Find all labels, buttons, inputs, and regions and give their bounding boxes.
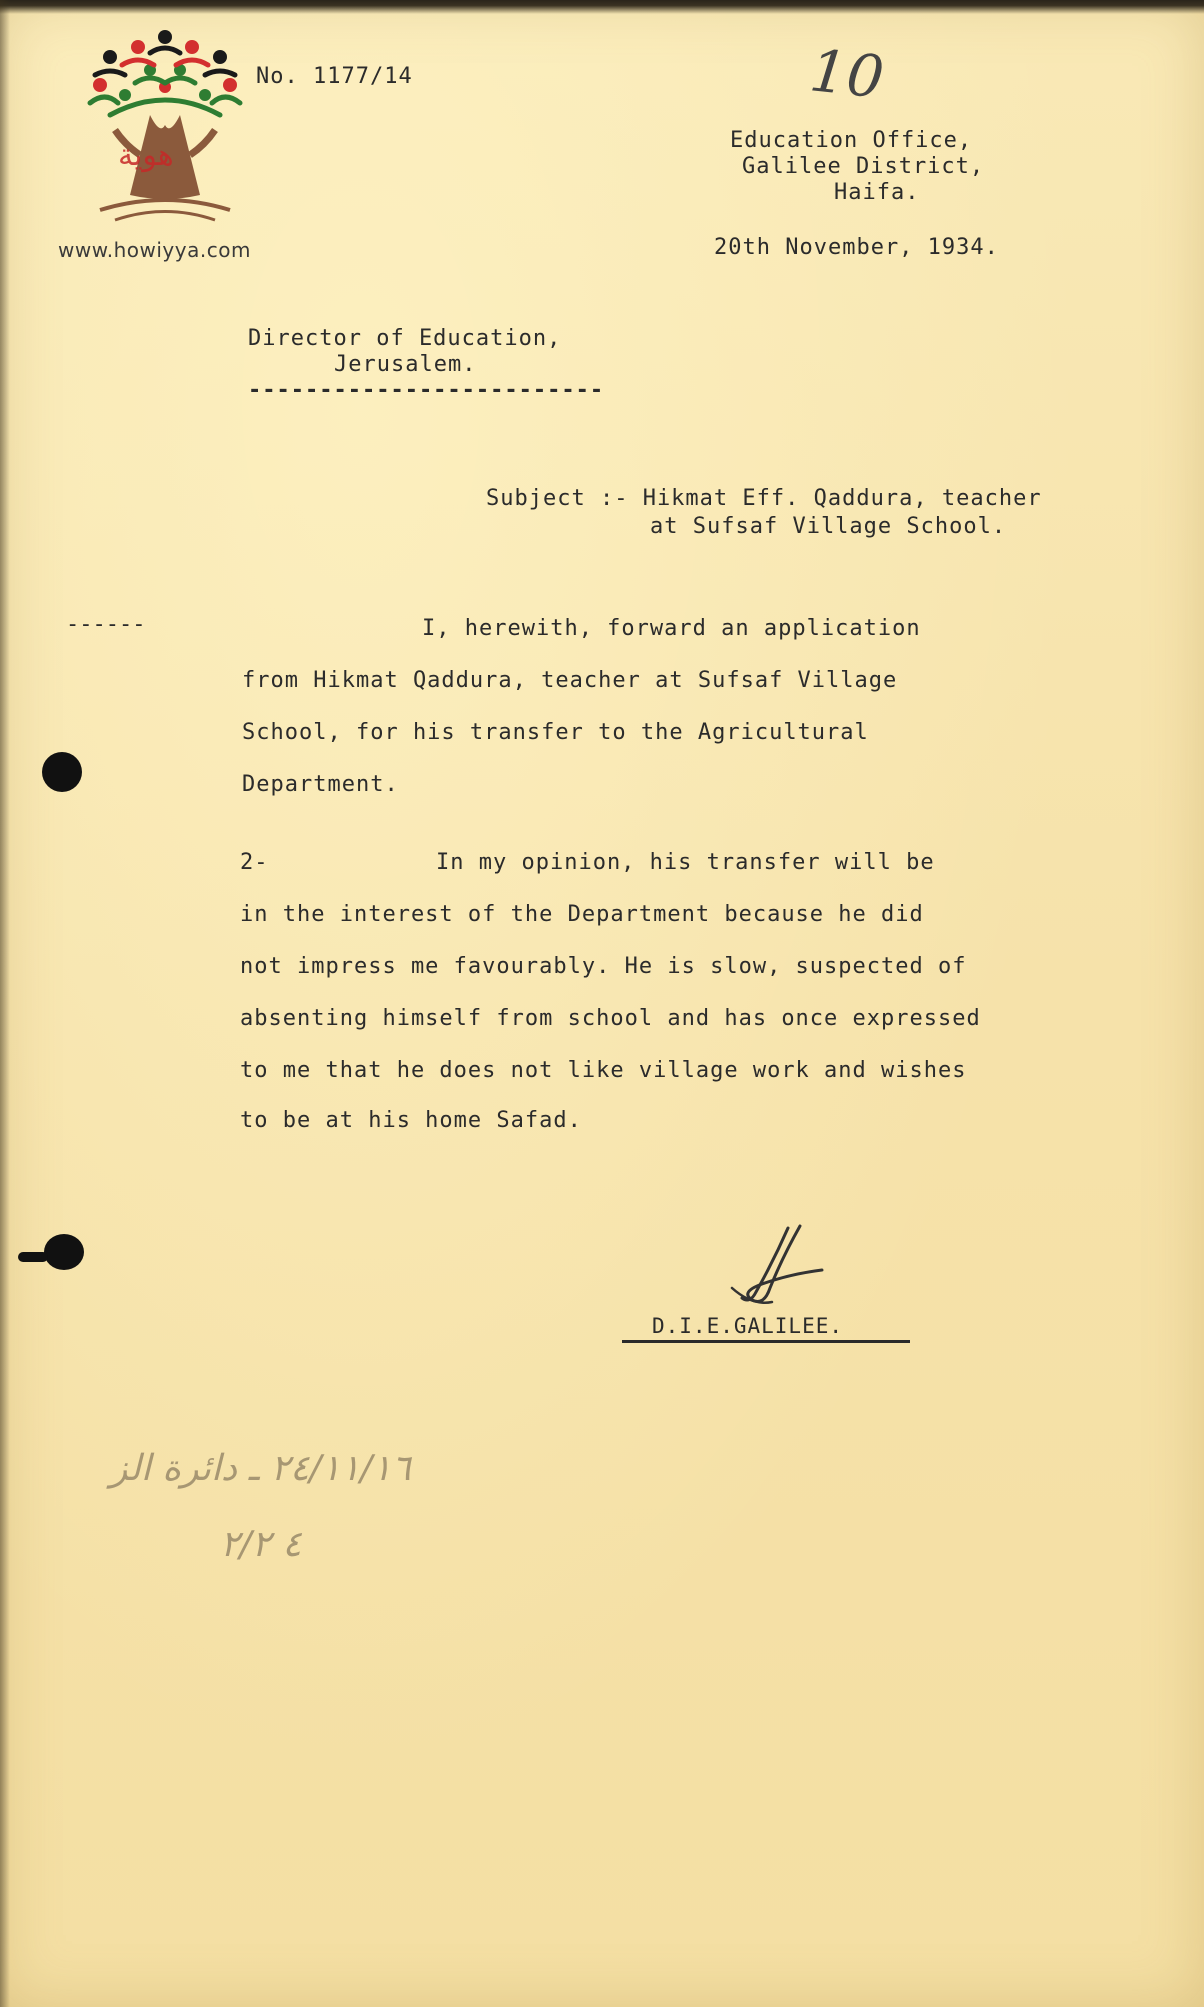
- paragraph-2-line-1: In my opinion, his transfer will be: [436, 850, 935, 875]
- paragraph-1-line-3: School, for his transfer to the Agricultural: [242, 720, 869, 745]
- paragraph-2-line-3: not impress me favourably. He is slow, suspected of: [240, 954, 967, 979]
- signature-underline: [622, 1340, 910, 1343]
- margin-dash-mark: ------: [66, 612, 146, 637]
- letter-date: 20th November, 1934.: [714, 235, 999, 260]
- addressee-line-2: Jerusalem.: [334, 352, 477, 377]
- scan-left-edge: [0, 0, 10, 2007]
- paragraph-1-line-4: Department.: [242, 772, 399, 797]
- office-line-2: Galilee District,: [742, 154, 985, 179]
- paragraph-1-line-2: from Hikmat Qaddura, teacher at Sufsaf Village: [242, 668, 898, 693]
- addressee-underline: -------------------------: [248, 378, 605, 403]
- punch-hole-tear: [18, 1252, 48, 1262]
- scan-top-edge: [0, 0, 1204, 14]
- paragraph-2-line-5: to me that he does not like village work and wishes: [240, 1058, 967, 1083]
- watermark-url: www.howiyya.com: [58, 238, 251, 262]
- paragraph-2-line-4: absenting himself from school and has once expressed: [240, 1006, 981, 1031]
- addressee-line-1: Director of Education,: [248, 326, 562, 351]
- subject-line-2: at Sufsaf Village School.: [650, 514, 1007, 539]
- punch-hole-upper: [42, 752, 82, 792]
- signature-scrawl-icon: [712, 1218, 832, 1318]
- paragraph-2-line-2: in the interest of the Department because he did: [240, 902, 924, 927]
- subject-line-1: Subject :- Hikmat Eff. Qaddura, teacher: [486, 486, 1042, 511]
- paragraph-2-number: 2-: [240, 850, 269, 875]
- signature-title: D.I.E.GALILEE.: [652, 1314, 844, 1338]
- office-line-3: Haifa.: [834, 180, 920, 205]
- howiyya-tree-logo-icon: [80, 25, 250, 235]
- handwritten-arabic-line-2: ٤ ٢/٢: [220, 1524, 302, 1565]
- logo-arabic-text: هوية: [118, 138, 174, 173]
- office-line-1: Education Office,: [730, 128, 973, 153]
- paragraph-1-line-1: I, herewith, forward an application: [422, 616, 921, 641]
- handwritten-page-number: 10: [806, 36, 888, 112]
- paragraph-2-line-6: to be at his home Safad.: [240, 1108, 582, 1133]
- reference-number: No. 1177/14: [256, 64, 413, 89]
- punch-hole-lower: [44, 1234, 84, 1270]
- handwritten-arabic-line-1: ٢٤/١١/١٦ ـ دائرة الز: [110, 1448, 411, 1489]
